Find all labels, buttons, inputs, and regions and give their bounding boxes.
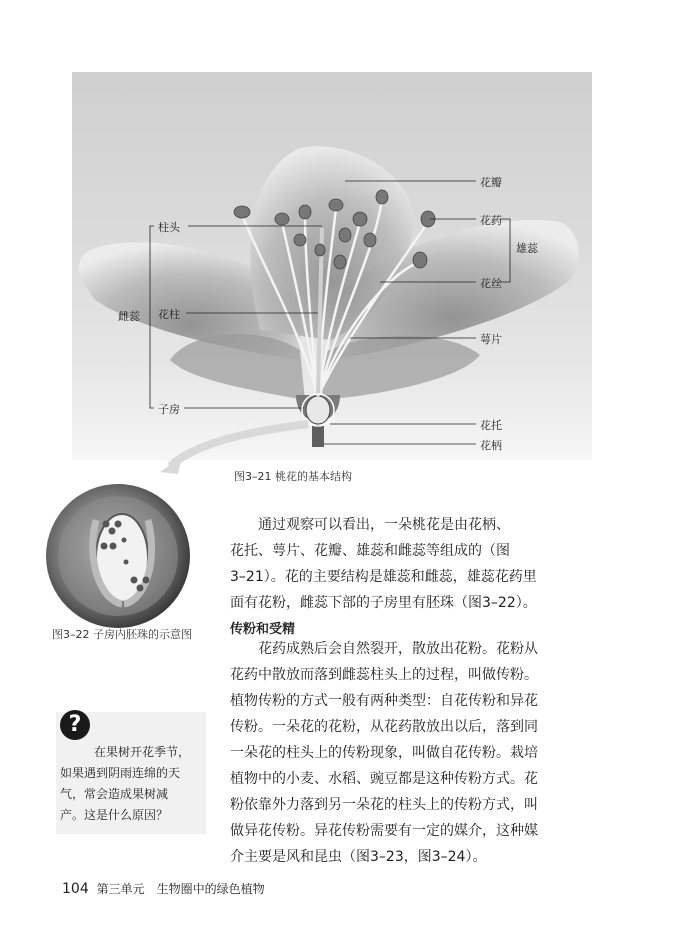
pollination-paragraph bbox=[230, 636, 570, 870]
label-sepal: 萼片 bbox=[480, 333, 502, 346]
section-line: 介主要是风和昆虫（图3–23，图3–24）。 bbox=[230, 849, 487, 865]
figure-3-21-caption: 图3–21 桃花的基本结构 bbox=[234, 470, 352, 483]
label-pedicel: 花柄 bbox=[480, 439, 502, 452]
label-style: 花柱 bbox=[158, 308, 180, 321]
question-line: 在果树开花季节， bbox=[94, 745, 191, 759]
intro-line: 花托、萼片、花瓣、雄蕊和雌蕊等组成的（图 bbox=[230, 543, 510, 559]
label-ovary: 子房 bbox=[158, 403, 180, 416]
section-line: 植物传粉的方式一般有两种类型：自花传粉和异花 bbox=[230, 693, 538, 709]
question-text bbox=[60, 742, 202, 826]
intro-line: 通过观察可以看出，一朵桃花是由花柄、 bbox=[258, 517, 510, 533]
section-line: 粉依靠外力落到另一朵花的柱头上的传粉方式，叫 bbox=[230, 797, 538, 813]
lower-left-petal bbox=[170, 334, 305, 400]
section-line: 花药中散放而落到雌蕊柱头上的过程，叫做传粉。 bbox=[230, 667, 538, 683]
section-line: 一朵花的柱头上的传粉现象，叫做自花传粉。栽培 bbox=[230, 745, 538, 761]
question-line: 产。这是什么原因？ bbox=[60, 808, 169, 822]
label-petal: 花瓣 bbox=[480, 176, 502, 189]
question-line: 气，常会造成果树减 bbox=[60, 787, 169, 801]
label-anther: 花药 bbox=[480, 214, 502, 227]
page-footer bbox=[62, 880, 265, 897]
unit-title: 第三单元 生物圈中的绿色植物 bbox=[96, 882, 265, 896]
section-heading: 传粉和受精 bbox=[230, 622, 296, 637]
question-line: 如果遇到阴雨连绵的天 bbox=[60, 766, 181, 780]
intro-paragraph bbox=[230, 512, 560, 616]
label-stigma: 柱头 bbox=[158, 221, 180, 234]
section-line: 做异花传粉。异花传粉需要有一定的媒介，这种媒 bbox=[230, 823, 538, 839]
section-line: 花药成熟后会自然裂开，散放出花粉。花粉从 bbox=[258, 641, 538, 657]
zoom-arrow bbox=[170, 424, 308, 466]
section-line: 传粉。一朵花的花粉，从花药散放出以后，落到同 bbox=[230, 719, 538, 735]
label-filament: 花丝 bbox=[480, 277, 502, 290]
page-number: 104 bbox=[62, 881, 89, 897]
intro-line: 3–21）。花的主要结构是雄蕊和雌蕊，雄蕊花药里 bbox=[230, 569, 537, 585]
label-stamen: 雄蕊 bbox=[516, 242, 538, 255]
ovary bbox=[306, 396, 330, 424]
intro-line: 面有花粉，雌蕊下部的子房里有胚珠（图3–22）。 bbox=[230, 595, 537, 611]
figure-3-22-caption: 图3–22 子房内胚珠的示意图 bbox=[52, 628, 192, 641]
label-receptacle: 花托 bbox=[480, 419, 502, 432]
question-mark-icon: ? bbox=[60, 710, 90, 740]
section-line: 植物中的小麦、水稻、豌豆都是这种传粉方式。花 bbox=[230, 771, 538, 787]
pedicel bbox=[312, 425, 324, 447]
label-pistil: 雌蕊 bbox=[118, 310, 140, 323]
